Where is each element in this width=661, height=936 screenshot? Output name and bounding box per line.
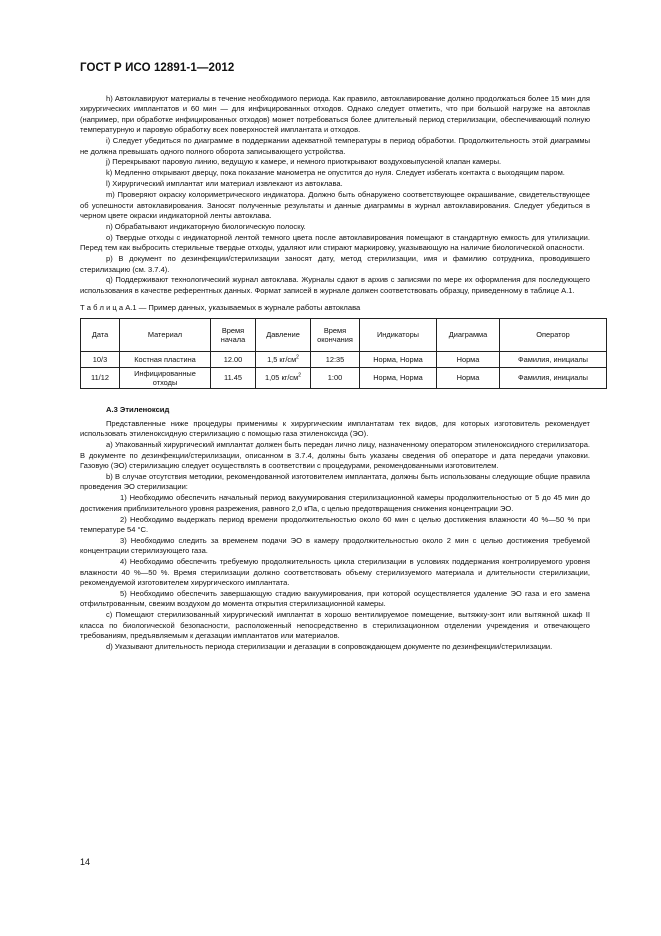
document-header: ГОСТ Р ИСО 12891-1—2012 <box>80 62 235 74</box>
document-body <box>80 94 590 653</box>
table-cell: 11/12 <box>81 367 120 388</box>
section-title: А.3 Этиленоксид <box>106 404 170 414</box>
pressure-exponent: 2 <box>298 372 301 379</box>
table-caption: Т а б л и ц а А.1 — Пример данных, указываемых в журнале работы автоклава <box>80 303 361 313</box>
paragraph-m: m) Проверяют окраску колориметрического индикатора. Должно быть обнаружено соответствующее окрашивание, свидетельствующее об успешности автоклавирования. Заносят полученные результаты и данные диаграммы в журнал автоклавирования. Следует убедиться в черном цвете окраски индикаторной ленты автоклава. <box>80 190 590 220</box>
table-header-cell: Оператор <box>500 318 607 351</box>
table-cell: 1:00 <box>311 367 360 388</box>
paragraph-j: j) Перекрывают паровую линию, ведущую к камере, и немного приоткрывают воздуховыпускной клапан камеры. <box>106 157 502 167</box>
table-cell: Фамилия, инициалы <box>500 367 607 388</box>
paragraph-l: l) Хирургический имплантат или материал извлекают из автоклава. <box>106 179 343 189</box>
table-header-cell: Диаграмма <box>437 318 500 351</box>
table-row <box>81 367 607 388</box>
table-cell: Норма, Норма <box>360 351 437 367</box>
paragraph-c: c) Помещают стерилизованный хирургический имплантат в хорошо вентилируемое помещение, вытяжку-зонт или вытяжной шкаф II класса по биологической безопасности, расположенный непосредственно в стерилизационном отделении учреждения и отвечающего требованиям, предъявляемым к дегазации имплантатов или материалов. <box>80 610 590 641</box>
autoclave-log-table <box>80 318 607 389</box>
table-cell: 12:35 <box>311 351 360 367</box>
sub-item-1: 1) Необходимо обеспечить начальный период вакуумирования стерилизационной камеры продолжительностью от 5 до 45 мин до достижения приблизительного уровня разрежения, равного 2,0 кПа, с целью предотвращения снижения концентрации ЭО. <box>80 493 590 513</box>
table-header-cell: Дата <box>81 318 120 351</box>
paragraph-h: h) Автоклавируют материалы в течение необходимого периода. Как правило, автоклавирование должно продолжаться более 15 мин для хирургических имплантатов и 60 мин — для инфицированных отходов. Однако следует отметить, что при большой нагрузке на автоклав (например, при обработке инфицированных отходов) может потребоваться более длительный период стерилизации, обеспечивающий полную температурную и паровую обработку всех поверхностей имплантата и отходов. <box>80 94 590 135</box>
paragraph-k: k) Медленно открывают дверцу, пока показание манометра не опустится до нуля. Следует избегать контакта с выходящим паром. <box>106 168 565 178</box>
table-cell: 11.45 <box>211 367 256 388</box>
sub-item-3: 3) Необходимо следить за временем подачи ЭО в камеру продолжительностью около 2 мин с целью достижения требуемой концентрации стерилизующего газа. <box>80 536 590 556</box>
table-cell: Инфицированные отходы <box>120 367 211 388</box>
paragraph-p: p) В документ по дезинфекции/стерилизации заносят дату, метод стерилизации, имя и фамилию сотрудника, проводившего стерилизацию (см. 3.7.4). <box>80 254 590 274</box>
table-header-cell: Материал <box>120 318 211 351</box>
paragraph-a: а) Упакованный хирургический имплантат должен быть передан лично лицу, назначенному оператором этиленоксидного стерилизатора. В документе по дезинфекции/стерилизации, описанном в 3.7.4, должны быть указаны сведения об операторе и дата передачи упаковки. Газовую (ЭО) стерилизацию следует осуществлять в соответствии с процедурами, рекомендованными изготовителем. <box>80 440 590 471</box>
table-cell: Фамилия, инициалы <box>500 351 607 367</box>
table-header-cell: Время окончания <box>311 318 360 351</box>
table-cell-pressure <box>256 351 311 367</box>
paragraph-intro: Представленные ниже процедуры применимы к хирургическим имплантатам тех видов, для которых изготовитель рекомендует использовать этиленоксидную стерилизацию с помощью газа этиленоксида (ЭО). <box>80 419 590 439</box>
table-cell: Костная пластина <box>120 351 211 367</box>
paragraph-d: d) Указывают длительность периода стерилизации и дегазации в сопровождающем документе по дезинфекции/стерилизации. <box>106 642 553 652</box>
paragraph-n: n) Обрабатывают индикаторную биологическую полоску. <box>106 221 306 231</box>
paragraph-i: i) Следует убедиться по диаграмме в поддержании адекватной температуры в период обработки. Продолжительность этой диаграммы не должна превышать одного полного оборота записывающего устройства. <box>80 136 590 156</box>
pressure-exponent: 2 <box>296 354 299 361</box>
paragraph-o: o) Твердые отходы с индикаторной лентой темного цвета после автоклавирования помещают в стандартную емкость для утилизации. Перед тем как выбросить стерильные твердые отходы, удаляют или стирают маркировку, указывающую на наличие биологической опасности. <box>80 232 590 253</box>
table-header-row <box>81 318 607 351</box>
sub-item-5: 5) Необходимо обеспечить завершающую стадию вакуумирования, при которой осуществляется удаление ЭО газа и его замена отфильтрованным, свежим воздухом до момента открытия стерилизационной камеры. <box>80 589 590 609</box>
sub-item-4: 4) Необходимо обеспечить требуемую продолжительность цикла стерилизации в условиях поддержания контролируемого уровня влажности 40 %—50 %. Время стерилизации должно соответствовать объему стерилизуемого материала и длительности стерилизации, рекомендуемой изготовителем хирургического имплантата. <box>80 557 590 588</box>
pressure-value: 1,5 кг/см <box>267 354 297 364</box>
table-cell: Норма, Норма <box>360 367 437 388</box>
pressure-value: 1,05 кг/см <box>265 373 299 383</box>
page-number: 14 <box>80 857 91 867</box>
table-header-cell: Индикаторы <box>360 318 437 351</box>
sub-item-2: 2) Необходимо выдержать период времени продолжительностью около 60 мин с целью достижения влажности 40 %—50 % при температуре 54 °C. <box>80 514 590 535</box>
table-header-cell: Время начала <box>211 318 256 351</box>
table-row <box>81 351 607 367</box>
table-cell: Норма <box>437 351 500 367</box>
table-header-cell: Давление <box>256 318 311 351</box>
table-cell: Норма <box>437 367 500 388</box>
table-cell-pressure <box>256 367 311 388</box>
paragraph-q: q) Поддерживают технологический журнал автоклава. Журналы сдают в архив с записями по мере их оформления для последующего использования в качестве референтных данных. Формат записей в журнале должен соответствовать образцу, приведенному в таблице А.1. <box>80 275 590 295</box>
table-cell: 12.00 <box>211 351 256 367</box>
table-cell: 10/3 <box>81 351 120 367</box>
paragraph-b: b) В случае отсутствия методики, рекомендованной изготовителем имплантата, должны быть использованы следующие общие правила проведения ЭО стерилизации: <box>80 472 590 492</box>
